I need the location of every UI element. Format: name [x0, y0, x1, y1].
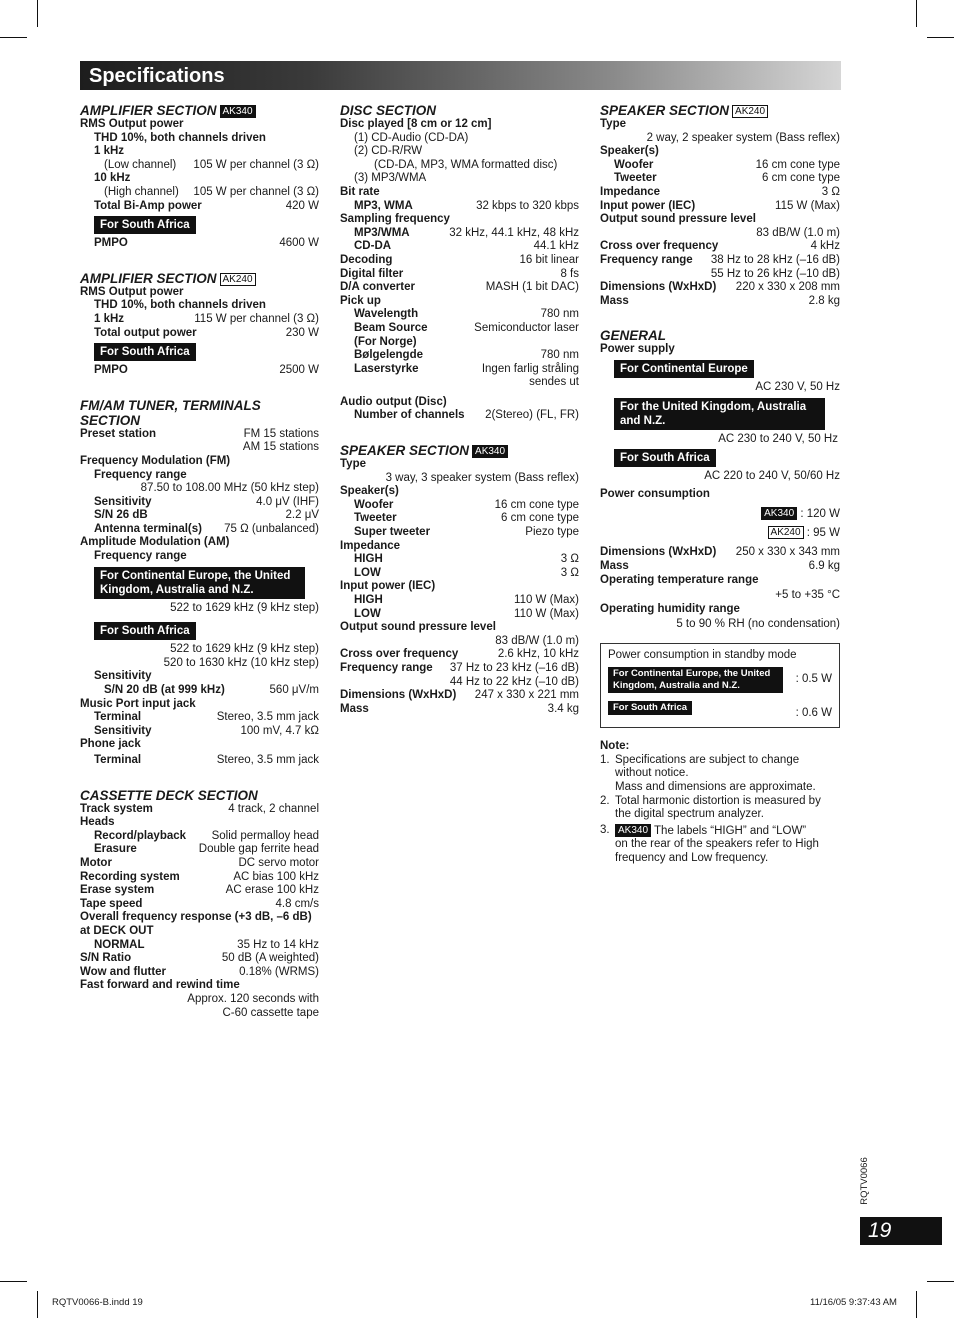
spec-row: HIGH 3 Ω — [354, 553, 579, 566]
spec-label: THD 10%, both channels driven — [94, 299, 266, 312]
spec-label: Sensitivity — [94, 670, 152, 683]
spec-label: (For Norge) — [354, 335, 417, 348]
spec-row: AK340 : 120 W — [600, 507, 840, 522]
spec-label: Audio output (Disc) — [340, 395, 447, 408]
spec-row: MP3/WMA 32 kHz, 44.1 kHz, 48 kHz — [354, 226, 579, 239]
spec-row: S/N 26 dB 2.2 μV — [94, 509, 319, 522]
spec-value: (2) CD-R/RW — [354, 145, 423, 158]
spec-label: Type — [340, 458, 366, 471]
region-label: For Continental Europe — [614, 360, 754, 378]
spec-label: Bit rate — [340, 185, 380, 198]
spec-value: 522 to 1629 kHz (9 kHz step) — [170, 601, 319, 614]
spec-row: S/N 20 dB (at 999 kHz) 560 μV/m — [104, 684, 319, 697]
crop-mark — [37, 1291, 38, 1318]
model-badge: AK240 — [220, 273, 256, 286]
footer-datetime: 11/16/05 9:37:43 AM — [810, 1297, 897, 1308]
spec-row: CD-DA 44.1 kHz — [354, 240, 579, 253]
model-badge: AK240 — [732, 105, 768, 118]
spec-row: Cross over frequency 2.6 kHz, 10 kHz — [340, 648, 579, 661]
spec-row: Wavelength 780 nm — [354, 308, 579, 321]
spec-label: at DECK OUT — [80, 924, 154, 937]
spec-label: Pick up — [340, 294, 381, 307]
spec-row: PMPO 4600 W — [94, 237, 319, 250]
spec-row: Decoding 16 bit linear — [340, 253, 579, 266]
standby-title: Power consumption in standby mode — [608, 649, 797, 662]
spec-row: Mass 3.4 kg — [340, 702, 579, 715]
spec-row: Woofer 16 cm cone type — [354, 498, 579, 511]
spec-value: (CD-DA, MP3, WMA formatted disc) — [374, 158, 558, 171]
spec-row: Frequency range 37 Hz to 23 kHz (–16 dB) 44 Hz to 22 kHz (–10 dB) — [340, 661, 579, 688]
spec-label: Frequency range — [94, 550, 187, 563]
spec-row: Impedance 3 Ω — [600, 185, 840, 198]
spec-row: PMPO 2500 W — [94, 364, 319, 377]
region-label: For South Africa — [94, 622, 196, 640]
spec-label: Speaker(s) — [600, 145, 659, 158]
disc-section-heading: DISC SECTION — [340, 103, 437, 118]
spec-value: AC 230 to 240 V, 50 Hz — [718, 432, 838, 445]
crop-mark — [0, 37, 27, 38]
spec-row: Cross over frequency 4 kHz — [600, 240, 840, 253]
region-label: For South Africa — [94, 343, 196, 361]
spec-row: Erase system AC erase 100 kHz — [80, 884, 319, 897]
spec-row: (Low channel) 105 W per channel (3 Ω) — [104, 158, 319, 171]
page-title: Specifications — [89, 65, 225, 87]
crop-mark — [927, 1281, 954, 1282]
spec-row: Mass 6.9 kg — [600, 560, 840, 573]
spec-row: Number of channels 2(Stereo) (FL, FR) — [354, 409, 579, 422]
column-right — [600, 103, 840, 866]
spec-row: 1 kHz 115 W per channel (3 Ω) — [94, 312, 319, 325]
general-section-heading: GENERAL — [600, 328, 667, 344]
spec-row: Terminal Stereo, 3.5 mm jack — [94, 754, 319, 766]
spec-row: D/A converter MASH (1 bit DAC) — [340, 281, 579, 294]
region-label: For South Africa — [608, 701, 692, 715]
spec-value: 5 to 90 % RH (no condensation) — [676, 618, 840, 631]
spec-row: Antenna terminal(s) 75 Ω (unbalanced) — [94, 522, 319, 535]
spec-label: Phone jack — [80, 738, 141, 751]
spec-value: AC 230 V, 50 Hz — [755, 380, 840, 393]
spec-row: Tweeter 6 cm cone type — [614, 172, 840, 185]
model-badge: AK340 — [761, 507, 797, 520]
tuner-section-heading: FM/AM TUNER, TERMINALS SECTION — [80, 397, 261, 428]
note-title: Note: — [600, 740, 630, 753]
spec-value: 83 dB/W (1.0 m) — [495, 634, 579, 647]
spec-label: Fast forward and rewind time — [80, 979, 240, 992]
spec-value: 87.50 to 108.00 MHz (50 kHz step) — [140, 482, 319, 495]
amplifier-section-ak340-heading: AMPLIFIER SECTION AK340 — [80, 103, 319, 118]
model-badge: AK340 — [615, 824, 651, 837]
page-number-box — [860, 1217, 942, 1245]
spec-label: Disc played [8 cm or 12 cm] — [340, 118, 492, 130]
spec-label: Impedance — [340, 539, 401, 552]
spec-row: Erasure Double gap ferrite head — [94, 843, 319, 856]
model-badge: AK240 — [768, 526, 804, 539]
spec-label: Operating temperature range — [600, 573, 759, 586]
model-badge: AK340 — [220, 105, 256, 118]
crop-mark — [37, 0, 38, 27]
spec-label: Frequency Modulation (FM) — [80, 454, 231, 467]
spec-label: Frequency range — [94, 468, 187, 481]
spec-row: LOW 110 W (Max) — [354, 607, 579, 620]
spec-row: Recording system AC bias 100 kHz — [80, 870, 319, 883]
spec-row: Tape speed 4.8 cm/s — [80, 897, 319, 910]
speaker-section-ak340-heading: SPEAKER SECTION AK340 — [340, 443, 579, 458]
spec-row: Record/playback Solid permalloy head — [94, 829, 319, 842]
standby-row — [608, 697, 832, 721]
spec-label: Output sound pressure level — [600, 213, 756, 226]
cassette-section-heading: CASSETTE DECK SECTION — [80, 787, 258, 803]
spec-row: Sensitivity 4.0 μV (IHF) — [94, 495, 319, 508]
spec-row: Total Bi-Amp power 420 W — [94, 199, 319, 212]
spec-row: Laserstyrke Ingen farlig stråling sendes ut — [354, 362, 579, 389]
region-label: For the United Kingdom, Australia and N.Z. — [614, 398, 825, 430]
crop-mark — [916, 1291, 917, 1318]
spec-label: Overall frequency response (+3 dB, –6 dB) — [80, 911, 312, 924]
note-item: 2. Total harmonic distortion is measured by the digital spectrum analyzer. — [600, 794, 821, 821]
spec-label: 1 kHz — [94, 145, 125, 158]
region-label: For South Africa — [94, 216, 196, 234]
spec-value: (3) MP3/WMA — [354, 172, 427, 185]
spec-row: AK240 : 95 W — [600, 526, 840, 541]
spec-row: HIGH 110 W (Max) — [354, 594, 579, 606]
spec-row: MP3, WMA 32 kbps to 320 kbps — [354, 199, 579, 212]
spec-value: 2 way, 2 speaker system (Bass reflex) — [646, 131, 840, 144]
spec-row: Frequency range 38 Hz to 28 kHz (–16 dB) 55 Hz to 26 kHz (–10 dB) — [600, 253, 840, 280]
spec-row: Super tweeter Piezo type — [354, 526, 579, 539]
spec-row: Motor DC servo motor — [80, 856, 319, 869]
column-middle — [340, 103, 579, 716]
document-code: RQTV0066 — [859, 1157, 871, 1205]
speaker-section-ak240-heading: SPEAKER SECTION AK240 — [600, 103, 840, 118]
spec-row: NORMAL 35 Hz to 14 kHz — [94, 938, 319, 951]
spec-value: 522 to 1629 kHz (9 kHz step) — [170, 643, 319, 656]
spec-row: Tweeter 6 cm cone type — [354, 512, 579, 525]
note-item: 1. Specifications are subject to change without notice. Mass and dimensions are approximate. — [600, 753, 816, 793]
spec-label: Amplitude Modulation (AM) — [80, 536, 230, 549]
amplifier-section-ak240-heading: AMPLIFIER SECTION AK240 — [80, 271, 319, 286]
standby-value: : 0.5 W — [795, 672, 832, 685]
spec-label: Power consumption — [600, 487, 710, 500]
model-badge: AK340 — [472, 445, 508, 458]
spec-row: Preset station FM 15 stations AM 15 stations — [80, 427, 319, 454]
spec-row: Input power (IEC) 115 W (Max) — [600, 199, 840, 212]
spec-row: Track system 4 track, 2 channel — [80, 802, 319, 815]
spec-value: 83 dB/W (1.0 m) — [756, 226, 840, 239]
spec-row: (High channel) 105 W per channel (3 Ω) — [104, 185, 319, 198]
spec-label: THD 10%, both channels driven — [94, 131, 266, 144]
spec-value: Approx. 120 seconds with — [187, 992, 319, 1005]
region-label: For Continental Europe, the United Kingdom, Australia and N.Z. — [608, 667, 783, 693]
spec-value: C-60 cassette tape — [222, 1006, 319, 1019]
footer-file: RQTV0066-B.indd 19 — [52, 1297, 143, 1308]
spec-label: Output sound pressure level — [340, 621, 496, 634]
spec-label: Type — [600, 118, 626, 130]
spec-value: +5 to +35 °C — [775, 589, 840, 602]
spec-value: AC 220 to 240 V, 50/60 Hz — [704, 470, 840, 483]
spec-row: Bølgelengde 780 nm — [354, 349, 579, 362]
spec-label: Power supply — [600, 343, 675, 356]
spec-row: Digital filter 8 fs — [340, 267, 579, 280]
spec-row: Dimensions (WxHxD) 250 x 330 x 343 mm — [600, 546, 840, 559]
spec-value: (1) CD-Audio (CD-DA) — [354, 131, 469, 144]
standby-value: : 0.6 W — [795, 706, 832, 719]
spec-value: 520 to 1630 kHz (10 kHz step) — [163, 656, 319, 669]
spec-row: Wow and flutter 0.18% (WRMS) — [80, 965, 319, 978]
spec-row: Woofer 16 cm cone type — [614, 158, 840, 171]
spec-label: Input power (IEC) — [340, 580, 436, 593]
standby-row — [608, 667, 832, 693]
spec-row: Sensitivity 100 mV, 4.7 kΩ — [94, 724, 319, 737]
spec-label: Speaker(s) — [340, 485, 399, 498]
spec-label: RMS Output power — [80, 118, 184, 130]
crop-mark — [927, 37, 954, 38]
spec-row: Total output power 230 W — [94, 326, 319, 339]
column-left — [80, 103, 319, 1020]
crop-mark — [916, 0, 917, 27]
title-bar — [80, 61, 841, 90]
spec-row: Dimensions (WxHxD) 220 x 330 x 208 mm — [600, 281, 840, 294]
spec-row: LOW 3 Ω — [354, 566, 579, 579]
spec-label: Operating humidity range — [600, 602, 740, 615]
spec-value: 3 way, 3 speaker system (Bass reflex) — [385, 471, 579, 484]
spec-label: 10 kHz — [94, 172, 131, 185]
spec-label: Heads — [80, 816, 115, 829]
spec-row: Terminal Stereo, 3.5 mm jack — [94, 711, 319, 724]
spec-row: S/N Ratio 50 dB (A weighted) — [80, 952, 319, 965]
note-item: 3. AK340 The labels “HIGH” and “LOW” on the rear of the speakers refer to High frequency and Low frequency. — [600, 823, 819, 864]
spec-label: Music Port input jack — [80, 697, 196, 710]
region-label: For South Africa — [614, 449, 716, 467]
standby-power-box — [600, 643, 840, 728]
page-number: 19 — [868, 1219, 892, 1242]
spec-row: Mass 2.8 kg — [600, 294, 840, 307]
crop-mark — [0, 1281, 27, 1282]
region-label: For Continental Europe, the United Kingdom, Australia and N.Z. — [94, 567, 305, 599]
spec-row: Beam Source Semiconductor laser — [354, 321, 579, 334]
spec-row: Dimensions (WxHxD) 247 x 330 x 221 mm — [340, 689, 579, 702]
spec-label: Sampling frequency — [340, 213, 450, 226]
spec-label: RMS Output power — [80, 285, 184, 298]
